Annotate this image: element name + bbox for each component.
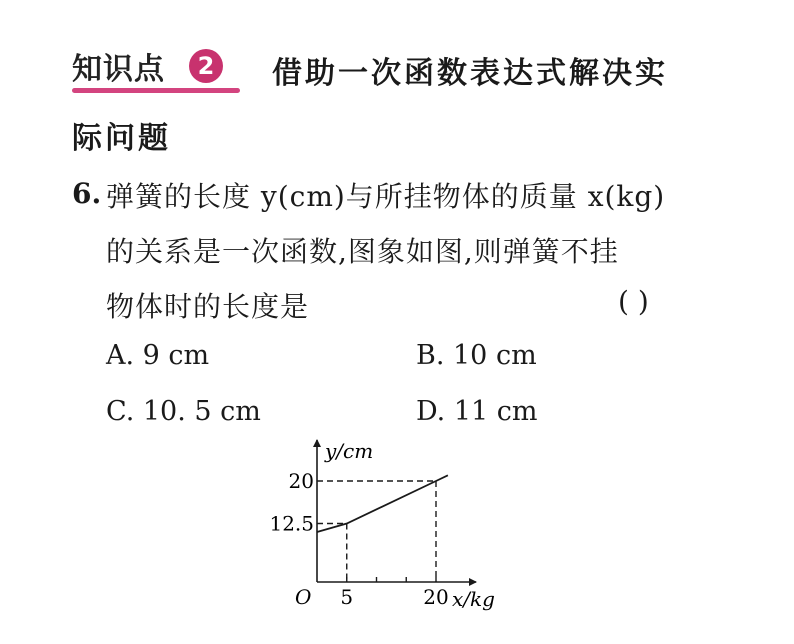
option-c[interactable]: C. 10. 5 cm: [106, 396, 261, 427]
option-b[interactable]: B. 10 cm: [416, 340, 537, 371]
section-title-line2: 际问题: [72, 121, 171, 156]
y-tick-label-0: 12.5: [269, 511, 314, 536]
question-line-2: 的关系是一次函数,图象如图,则弹簧不挂: [106, 235, 619, 268]
option-d[interactable]: D. 11 cm: [416, 396, 538, 427]
question-number: 6.: [72, 177, 102, 210]
function-graph: [250, 436, 510, 616]
section-underline: [72, 88, 240, 93]
x-axis-label: x/kg: [452, 587, 495, 611]
answer-bracket: ( ): [618, 285, 649, 318]
y-axis-label: y/cm: [325, 439, 374, 463]
section-label: 知识点: [72, 52, 165, 87]
x-tick-label-1: 20: [423, 585, 449, 609]
y-tick-label-1: 20: [288, 468, 314, 493]
section-title-line1: 借助一次函数表达式解决实: [272, 56, 668, 91]
function-line: [317, 475, 448, 532]
section-number-badge: 2: [189, 49, 223, 83]
question-line-1: 弹簧的长度 y(cm)与所挂物体的质量 x(kg): [106, 180, 666, 213]
origin-label: O: [295, 585, 312, 609]
option-a[interactable]: A. 9 cm: [106, 340, 210, 371]
x-tick-label-0: 5: [340, 585, 354, 609]
question-line-3: 物体时的长度是: [106, 290, 310, 323]
